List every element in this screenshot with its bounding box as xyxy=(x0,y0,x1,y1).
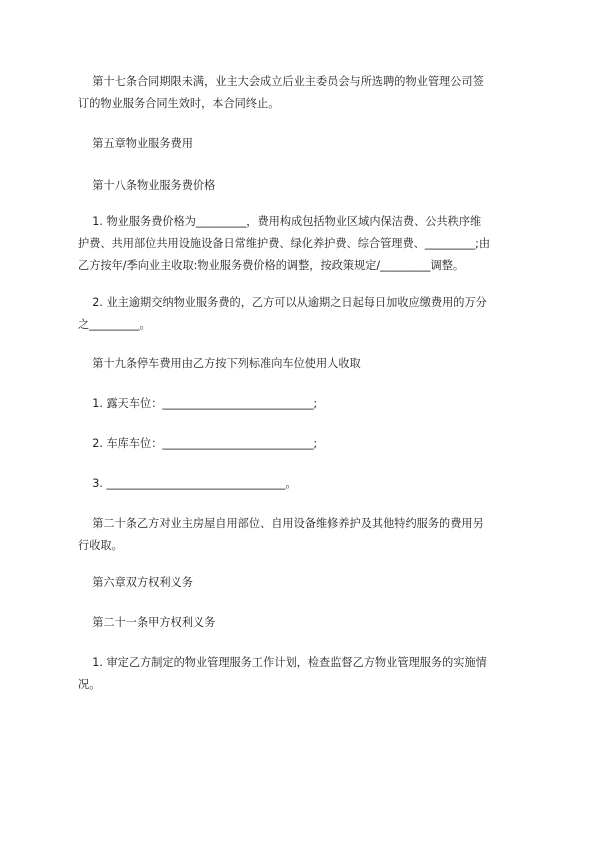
article-17-paragraph xyxy=(78,71,524,115)
article-19-item-3-paragraph xyxy=(78,473,524,495)
text-line: 1. 审定乙方制定的物业管理服务工作计划，检查监督乙方物业管理服务的实施情 xyxy=(78,656,487,669)
text-line: 3. ________________________________。 xyxy=(78,477,297,490)
text-line: 护费、共用部位共用设施设备日常维护费、绿化养护费、综合管理费、_________;由 xyxy=(78,237,491,250)
text-line: 乙方按年/季向业主收取:物业服务费价格的调整，按政策规定/_________调整。 xyxy=(78,259,465,272)
article-18-item-2-paragraph xyxy=(78,292,524,336)
text-line: 1. 露天车位：___________________________; xyxy=(78,397,318,410)
text-line: 2. 车库车位：___________________________; xyxy=(78,437,318,450)
text-line: 2. 业主逾期交纳物业服务费的，乙方可以从逾期之日起每日加收应缴费用的万分 xyxy=(78,296,487,309)
text-line: 1. 物业服务费价格为_________，费用构成包括物业区域内保洁费、公共秩序维 xyxy=(78,215,482,228)
text-line: 订的物业服务合同生效时，本合同终止。 xyxy=(78,97,280,110)
text-line: 之_________。 xyxy=(78,318,151,331)
article-18-heading xyxy=(78,175,524,197)
article-21-item-1-paragraph xyxy=(78,652,524,696)
article-18-item-1-paragraph xyxy=(78,211,524,277)
chapter-5-heading xyxy=(78,133,524,155)
text-line: 第二十条乙方对业主房屋自用部位、自用设备维修养护及其他特约服务的费用另 xyxy=(78,517,484,530)
text-line: 第六章双方权利义务 xyxy=(78,576,193,589)
article-19-item-1-paragraph xyxy=(78,393,524,415)
text-line: 第十八条物业服务费价格 xyxy=(78,179,216,192)
article-21-heading xyxy=(78,612,524,634)
text-line: 第五章物业服务费用 xyxy=(78,137,193,150)
article-19-heading xyxy=(78,353,524,375)
text-line: 第十七条合同期限未满，业主大会成立后业主委员会与所选聘的物业管理公司签 xyxy=(78,75,484,88)
chapter-6-heading xyxy=(78,572,524,594)
text-line: 第二十一条甲方权利义务 xyxy=(78,616,216,629)
article-19-item-2-paragraph xyxy=(78,433,524,455)
text-line: 行收取。 xyxy=(78,539,123,552)
article-20-paragraph xyxy=(78,513,524,557)
text-line: 况。 xyxy=(78,678,101,691)
text-line: 第十九条停车费用由乙方按下列标准向车位使用人收取 xyxy=(78,357,361,370)
